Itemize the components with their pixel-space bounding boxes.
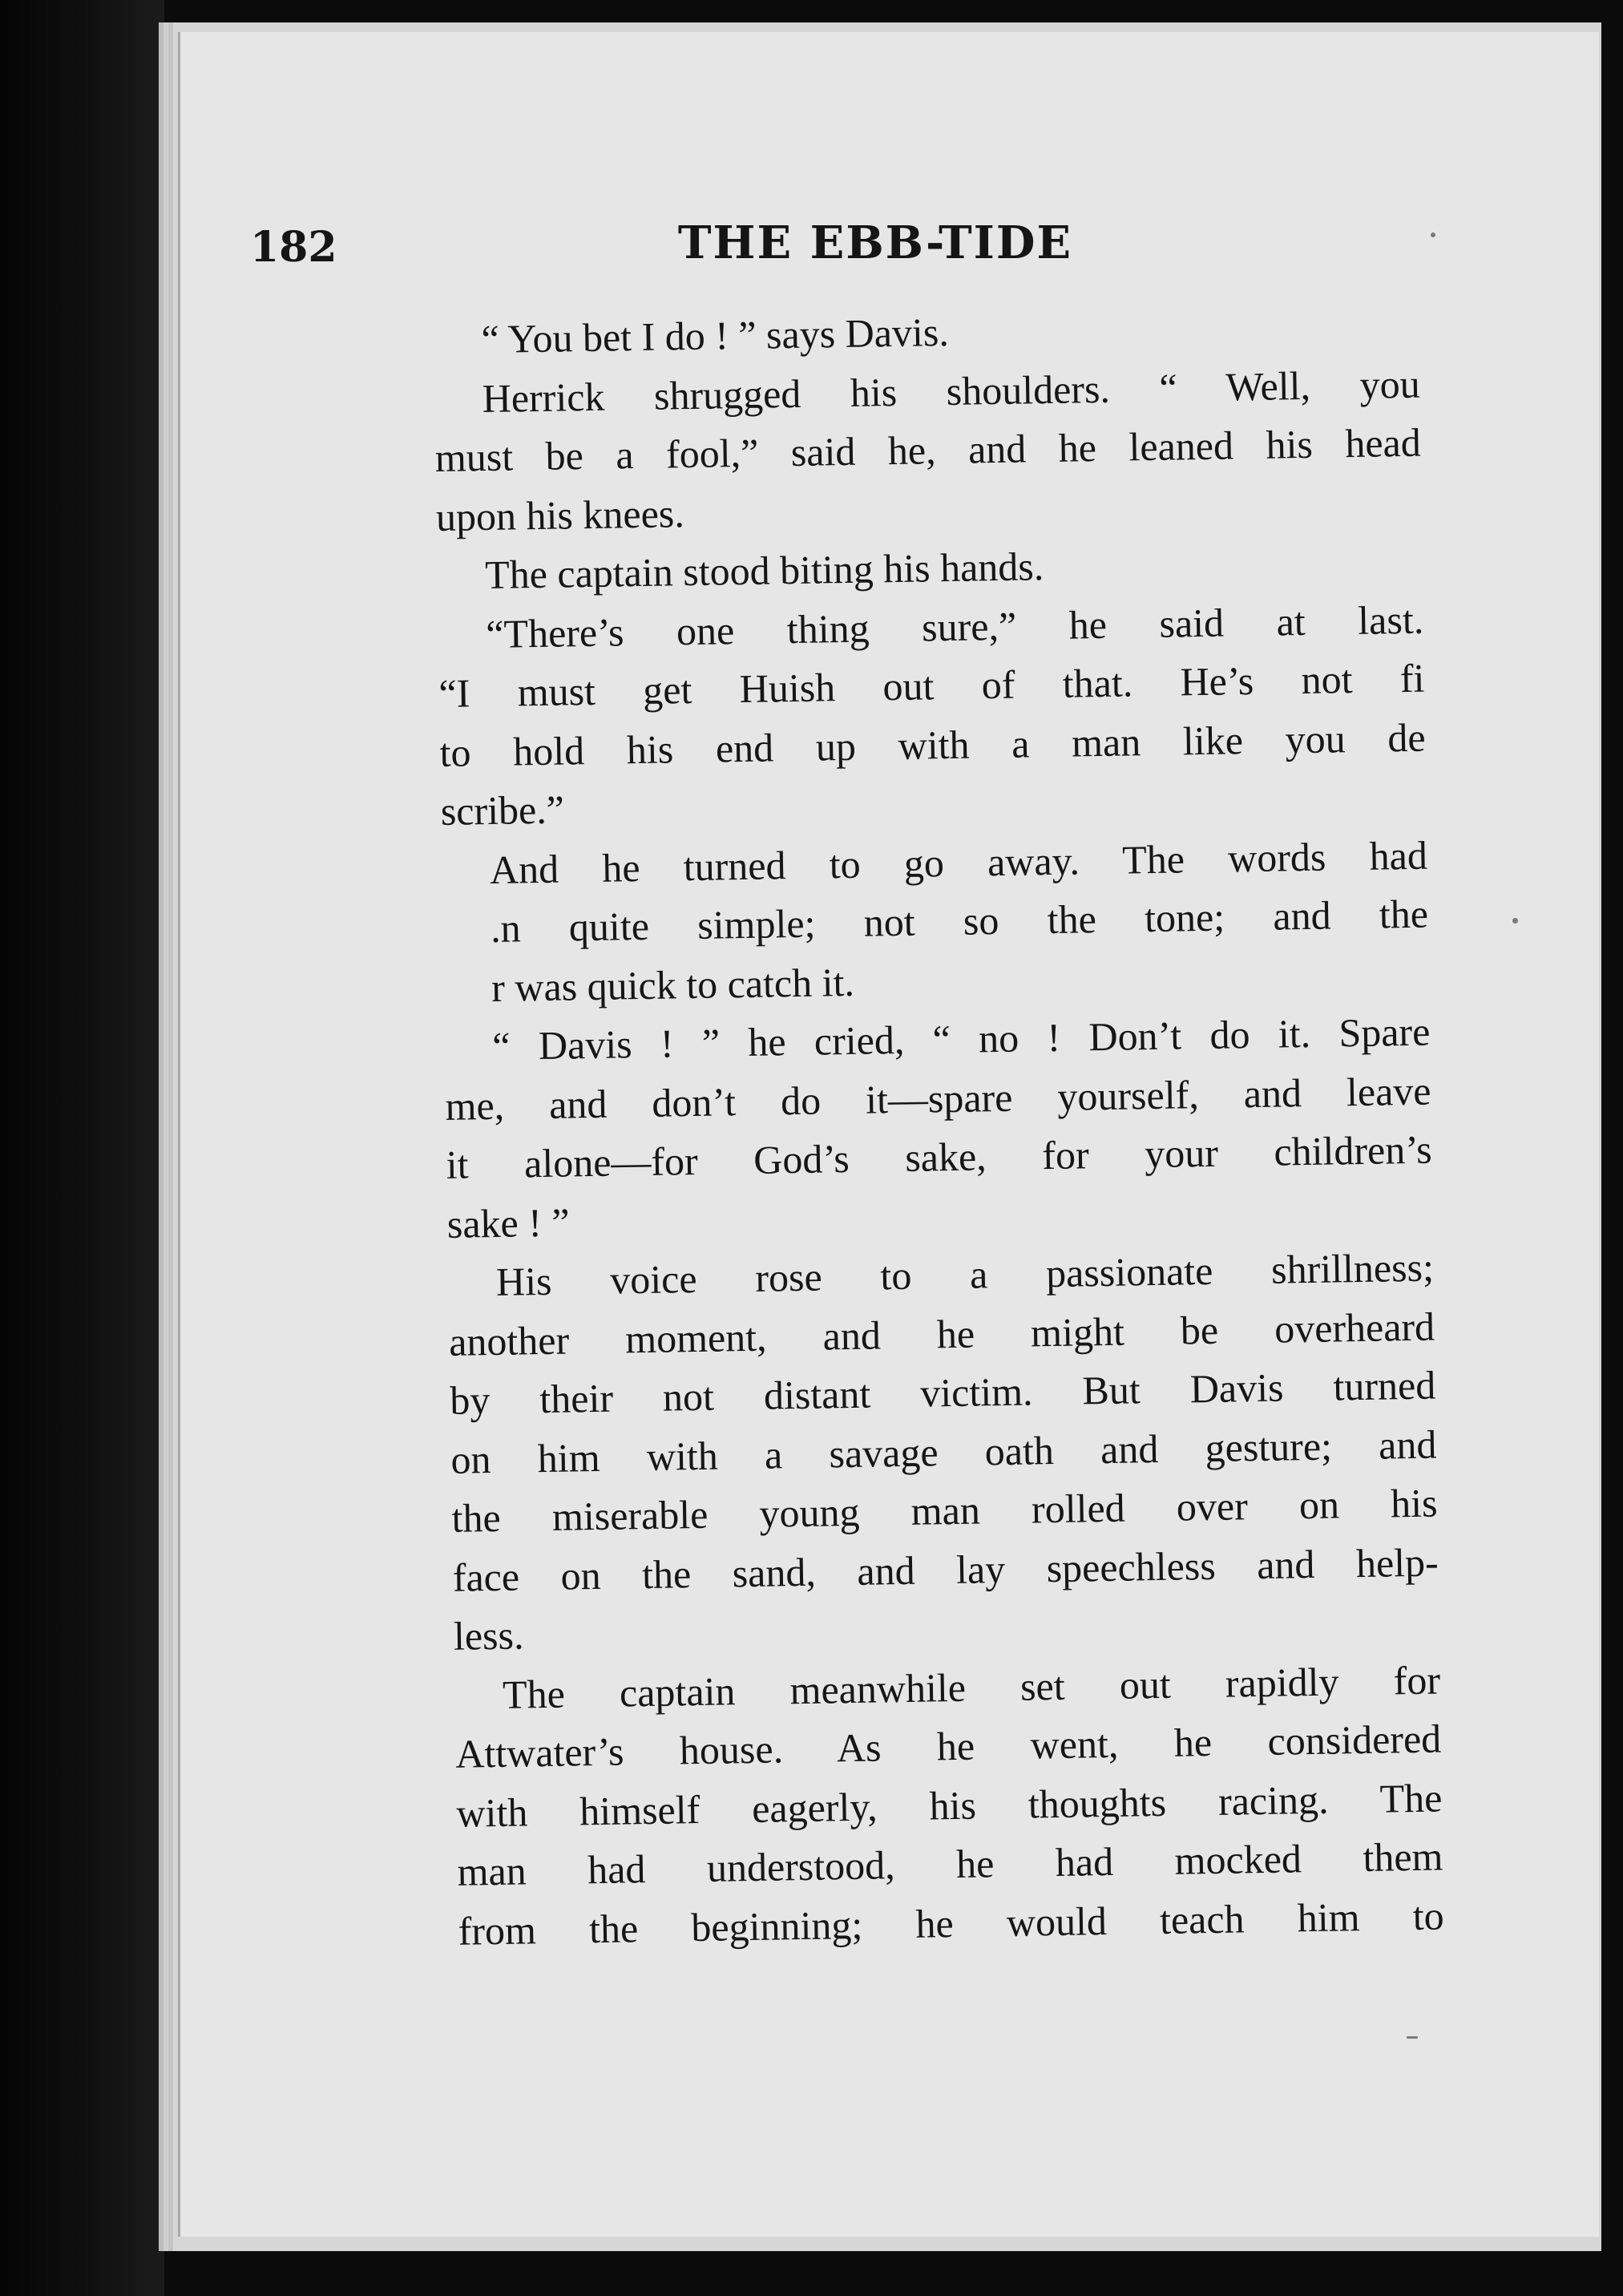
text-line: must be a fool,” said he, and he leaned his head — [434, 419, 1422, 480]
page-header — [250, 216, 1452, 281]
running-title: THE EBB-TIDE — [677, 216, 1073, 269]
text-line: And he turned to go away. The words had — [489, 832, 1428, 892]
text-line: “ You bet I do ! ” says Davis. — [481, 309, 950, 362]
page-number: 182 — [250, 223, 337, 272]
text-line: .n quite simple; not so the tone; and the — [490, 891, 1429, 951]
text-line: less. — [453, 1612, 524, 1659]
text-line: Herrick shrugged his shoulders. “ Well, you — [482, 361, 1421, 421]
text-line: “ Davis ! ” he cried, “ no ! Don’t do it. Spare — [491, 1009, 1431, 1069]
book-binding-edge — [0, 0, 164, 2296]
body-text — [433, 296, 1444, 1961]
text-line: the miserable young man rolled over on his — [451, 1480, 1438, 1541]
text-line: face on the sand, and lay speechless and help- — [452, 1538, 1439, 1600]
paper-speck — [1407, 2036, 1418, 2039]
text-line: from the beginning; he would teach him to — [458, 1892, 1445, 1954]
text-line: it alone—for God’s sake, for your children’s — [446, 1126, 1433, 1187]
text-line: sake ! ” — [446, 1199, 570, 1247]
paper-speck — [1512, 918, 1518, 924]
text-line: man had understood, he had mocked them — [457, 1833, 1443, 1894]
text-line: scribe.” — [440, 786, 565, 834]
text-line: me, and don’t do it—spare yourself, and leave — [445, 1068, 1431, 1129]
text-line: “There’s one thing sure,” he said at last. — [485, 596, 1424, 657]
text-line: r was quick to catch it. — [491, 959, 855, 1010]
text-line: upon his knees. — [435, 490, 685, 540]
text-line: by their not distant victim. But Davis turned — [449, 1362, 1436, 1423]
text-line: The captain meanwhile set out rapidly for — [502, 1656, 1441, 1717]
text-line: His voice rose to a passionate shrillness; — [495, 1244, 1435, 1304]
text-line: with himself eagerly, his thoughts racing. The — [455, 1774, 1443, 1836]
text-line: “I must get Huish out of that. He’s not fi — [438, 655, 1425, 716]
text-line: The captain stood biting his hands. — [484, 544, 1044, 598]
text-line: Attwater’s house. As he went, he considered — [454, 1716, 1442, 1777]
text-line: to hold his end up with a man like you de — [439, 714, 1426, 775]
text-line: on him with a savage oath and gesture; and — [450, 1421, 1437, 1482]
text-line: another moment, and he might be overheard — [448, 1304, 1435, 1364]
